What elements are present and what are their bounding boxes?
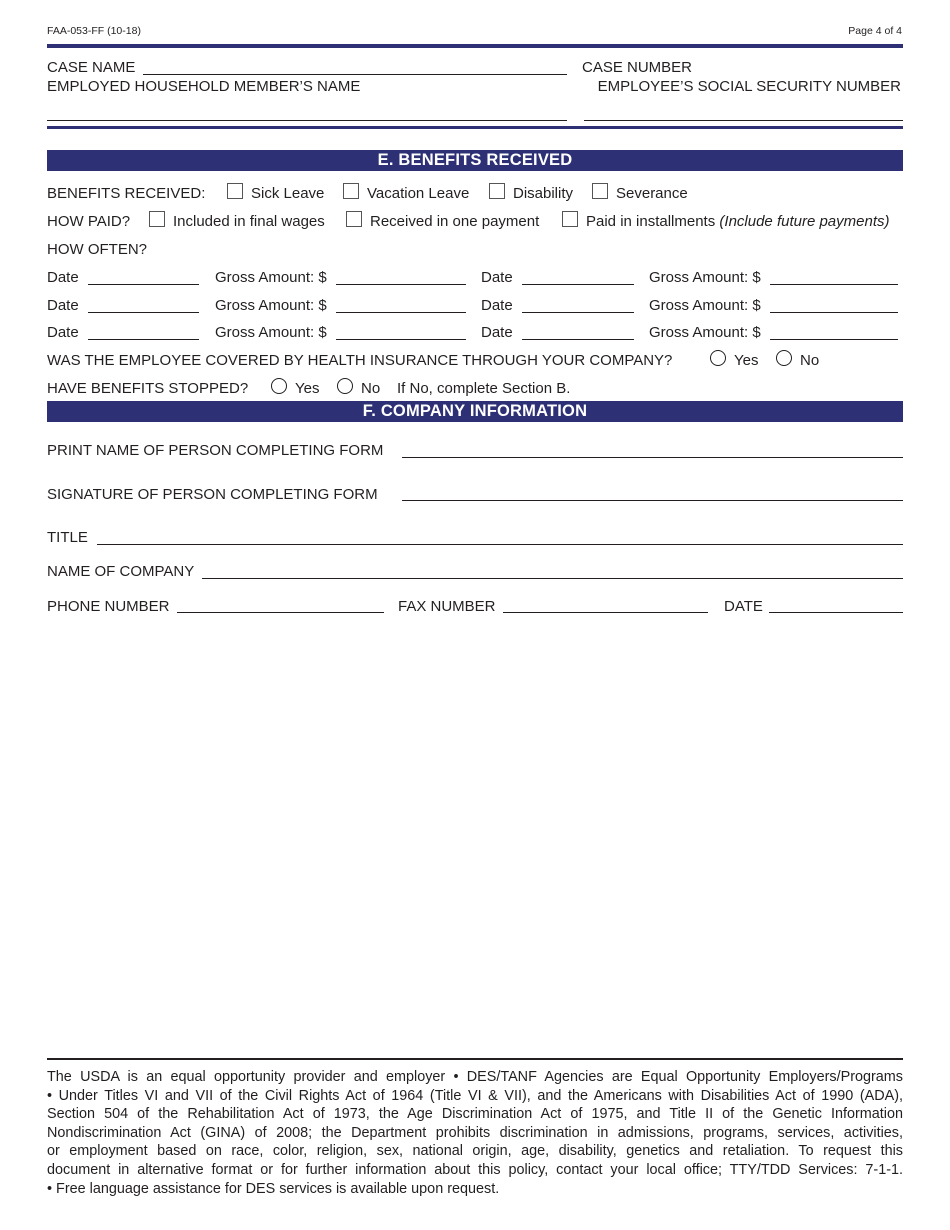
notice-line: • Free language assistance for DES services is available upon request. [47,1180,500,1197]
date-label: Date [481,324,513,341]
nondiscrimination-notice [47,1068,903,1198]
gross-amount-field[interactable] [336,339,466,340]
date-field[interactable] [522,312,634,313]
signature-field[interactable] [402,500,903,501]
date-label: Date [47,269,79,286]
health-insurance-question: WAS THE EMPLOYEE COVERED BY HEALTH INSURANCE THROUGH YOUR COMPANY? [47,352,673,369]
phone-number-field[interactable] [177,612,384,613]
installments-text: Paid in installments [586,213,716,230]
header-rule [47,44,903,48]
company-name-field[interactable] [202,578,903,579]
health-yes-label: Yes [734,352,759,369]
notice-line: or employment based on race, color, religion, sex, national origin, age, disability, genetics and retaliation. To request this [47,1143,903,1160]
notice-line: • Under Titles VI and VII of the Civil Rights Act of 1964 (Title VI & VII), and the Americans with Disabilities Act of 1990 (ADA), [47,1087,903,1104]
sick-leave-checkbox[interactable] [227,183,243,199]
notice-line: Section 504 of the Rehabilitation Act of 1973, the Age Discrimination Act of 1975, and Title II of the Genetic Information [47,1106,903,1123]
case-block-rule [47,126,903,129]
final-wages-label: Included in final wages [173,213,325,230]
gross-amount-label: Gross Amount: $ [215,269,327,286]
installments-note: (Include future payments) [719,213,890,230]
stopped-yes-radio[interactable] [271,378,287,394]
benefits-stopped-question: HAVE BENEFITS STOPPED? [47,380,249,397]
gross-amount-field[interactable] [336,284,466,285]
title-field[interactable] [97,544,903,545]
footer-rule [47,1058,903,1060]
disability-label: Disability [513,185,574,202]
print-name-field[interactable] [402,457,903,458]
ssn-field[interactable] [584,120,903,121]
date-label: Date [481,297,513,314]
stopped-no-radio[interactable] [337,378,353,394]
benefits-received-label: BENEFITS RECEIVED: [47,185,206,202]
page-number: Page 4 of 4 [848,25,902,37]
section-e-banner: E. BENEFITS RECEIVED [47,150,903,171]
one-payment-label: Received in one payment [370,213,540,230]
health-no-radio[interactable] [776,350,792,366]
gross-amount-label: Gross Amount: $ [215,297,327,314]
severance-checkbox[interactable] [592,183,608,199]
date-field[interactable] [88,284,199,285]
final-wages-checkbox[interactable] [149,211,165,227]
print-name-label: PRINT NAME OF PERSON COMPLETING FORM [47,442,384,459]
date-label: Date [481,269,513,286]
date-label: DATE [724,598,763,615]
date-label: Date [47,324,79,341]
member-name-label: EMPLOYED HOUSEHOLD MEMBER’S NAME [47,78,361,95]
sick-leave-label: Sick Leave [251,185,325,202]
date-field[interactable] [88,339,199,340]
installments-checkbox[interactable] [562,211,578,227]
notice-line: Nondiscrimination Act (GINA) of 2008; the Department prohibits discrimination in admissions, programs, services, activities, [47,1124,903,1141]
disability-checkbox[interactable] [489,183,505,199]
ssn-label: EMPLOYEE’S SOCIAL SECURITY NUMBER [597,78,901,95]
gross-amount-field[interactable] [770,312,898,313]
case-name-field[interactable] [143,74,567,75]
gross-amount-field[interactable] [770,284,898,285]
stopped-note: If No, complete Section B. [397,380,571,397]
how-paid-label: HOW PAID? [47,213,131,230]
vacation-leave-checkbox[interactable] [343,183,359,199]
gross-amount-label: Gross Amount: $ [649,269,761,286]
health-no-label: No [800,352,820,369]
vacation-leave-label: Vacation Leave [367,185,470,202]
gross-amount-field[interactable] [770,339,898,340]
date-field[interactable] [88,312,199,313]
case-number-label: CASE NUMBER [582,59,693,76]
title-label: TITLE [47,529,88,546]
gross-amount-label: Gross Amount: $ [649,324,761,341]
section-f-banner: F. COMPANY INFORMATION [47,401,903,422]
stopped-yes-label: Yes [295,380,320,397]
gross-amount-label: Gross Amount: $ [649,297,761,314]
notice-line: The USDA is an equal opportunity provider and employer • DES/TANF Agencies are Equal Opportunity Employers/Programs [47,1069,903,1085]
severance-label: Severance [616,185,688,202]
installments-label [586,213,890,230]
date-field[interactable] [522,339,634,340]
gross-amount-label: Gross Amount: $ [215,324,327,341]
signature-label: SIGNATURE OF PERSON COMPLETING FORM [47,486,378,503]
form-id: FAA-053-FF (10-18) [47,25,141,37]
how-often-label: HOW OFTEN? [47,241,147,258]
gross-amount-field[interactable] [336,312,466,313]
company-name-label: NAME OF COMPANY [47,563,195,580]
fax-number-label: FAX NUMBER [398,598,496,615]
date-field[interactable] [522,284,634,285]
stopped-no-label: No [361,380,381,397]
date-label: Date [47,297,79,314]
health-yes-radio[interactable] [710,350,726,366]
phone-number-label: PHONE NUMBER [47,598,170,615]
notice-line: document in alternative format or for further information about this policy, contact your local office; TTY/TDD Services: 7-1-1. [47,1161,903,1178]
case-name-label: CASE NAME [47,59,136,76]
member-name-field[interactable] [47,120,567,121]
fax-number-field[interactable] [503,612,708,613]
one-payment-checkbox[interactable] [346,211,362,227]
date-field[interactable] [769,612,903,613]
